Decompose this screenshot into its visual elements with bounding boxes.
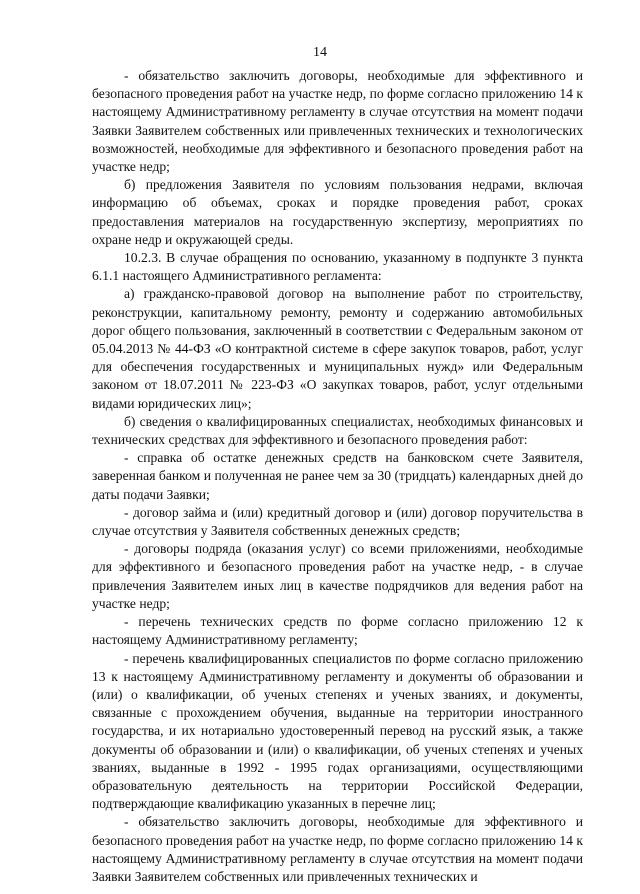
paragraph: - справка об остатке денежных средств на банковском счете Заявителя, заверенная банком и полученная не ранее чем за 30 (тридцать) календарных дней до даты подачи Заявки; (92, 450, 583, 502)
document-body (92, 67, 583, 886)
paragraph: 10.2.3. В случае обращения по основанию, указанному в подпункте 3 пункта 6.1.1 настоящего Административного регламента: (92, 250, 583, 284)
paragraph: - перечень квалифицированных специалистов по форме согласно приложению 13 к настоящему Административному регламенту и документы об образовании и (или) о квалификации, об ученых степенях и ученых званиях, и документы, связанные с прохождением обучения, выданные на территории иностранного государства, и их нотариально удостоверенный перевод на русский язык, а также документы об образовании и (или) о квалификации, об ученых степенях и ученых званиях, выданные в 1992 - 1995 годах организациями, осуществляющими образовательную деятельность на территории Российской Федерации, подтверждающие квалификацию указанных в перечне лиц; (92, 650, 583, 812)
page-number: 14 (313, 45, 327, 60)
paragraph: - договоры подряда (оказания услуг) со всеми приложениями, необходимые для эффективного и безопасного проведения работ на участке недр, - в случае привлечения Заявителем иных лиц в качестве подрядчиков для ведения работ на участке недр; (92, 541, 583, 611)
paragraph: а) гражданско-правовой договор на выполнение работ по строительству, реконструкции, капитальному ремонту, ремонту и содержанию автомобильных дорог общего пользования, заключенный в соответствии с Федеральным законом от 05.04.2013 № 44-ФЗ «О контрактной системе в сфере закупок товаров, работ, услуг для обеспечения государственных и муниципальных нужд» или Федеральным законом от 18.07.2011 № 223-ФЗ «О закупках товаров, работ, услуг отдельными видами юридических лиц»; (92, 286, 583, 411)
paragraph: - договор займа и (или) кредитный договор и (или) договор поручительства в случае отсутствия у Заявителя собственных денежных средств; (92, 504, 583, 539)
paragraph: б) предложения Заявителя по условиям пользования недрами, включая информацию об объемах, сроках и порядке проведения работ, сроках предоставления материалов на государственную экспертизу, мероприятиях по охране недр и окружающей среды. (92, 177, 583, 247)
paragraph: - обязательство заключить договоры, необходимые для эффективного и безопасного проведения работ на участке недр, по форме согласно приложению 14 к настоящему Административному регламенту в случае отсутствия на момент подачи Заявки Заявителем собственных или привлеченных технических и технологических возможностей, необходимые для эффективного и безопасного проведения работ на участке недр; (92, 68, 583, 175)
paragraph: - перечень технических средств по форме согласно приложению 12 к настоящему Административному регламенту; (92, 614, 583, 648)
paragraph: б) сведения о квалифицированных специалистах, необходимых финансовых и технических средствах для эффективного и безопасного проведения работ: (92, 413, 583, 448)
paragraph: - обязательство заключить договоры, необходимые для эффективного и безопасного проведения работ на участке недр, по форме согласно приложению 14 к настоящему Административному регламенту в случае отсутствия на момент подачи Заявки Заявителем собственных или привлеченных технических и (92, 814, 583, 884)
